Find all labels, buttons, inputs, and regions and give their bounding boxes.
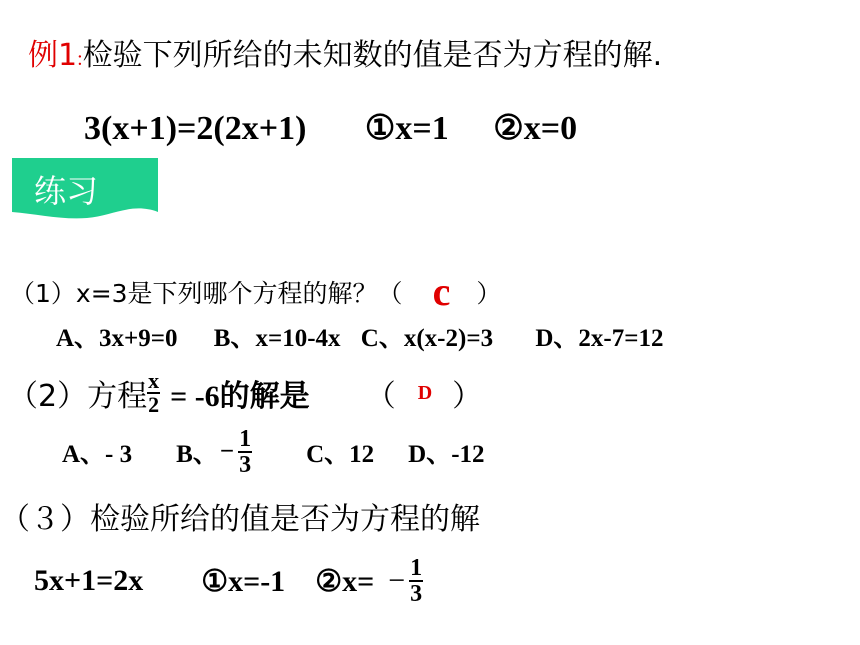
q3-equation-row xyxy=(34,550,423,612)
q2-open: （ xyxy=(365,379,396,414)
practice-banner xyxy=(12,158,158,224)
q2-prefix: （2）方程 xyxy=(8,379,148,414)
example-equation-row xyxy=(84,108,577,148)
q3-prompt: （３）检验所给的值是否为方程的解 xyxy=(0,502,480,537)
example-heading xyxy=(28,30,662,74)
q2-answer: D xyxy=(417,381,433,404)
q2-option-a: A、- 3 xyxy=(62,441,133,468)
q1-option-d: D、2x-7=12 xyxy=(535,325,664,352)
example-colon: : xyxy=(77,48,83,70)
q2-prompt-row xyxy=(8,366,482,420)
q3-option-1: ①x=-1 xyxy=(201,564,286,598)
q2-option-d: D、-12 xyxy=(408,441,485,468)
q3-option-2-sign: − xyxy=(388,564,406,597)
q2-fraction xyxy=(147,370,160,416)
q1-close: ） xyxy=(476,279,502,308)
q1-option-a: A、3x+9=0 xyxy=(56,325,178,352)
q2-option-b-fraction xyxy=(238,427,252,477)
q3-equation: 5x+1=2x xyxy=(34,564,144,597)
q3-option-2-fraction xyxy=(409,556,423,606)
example-text: 检验下列所给的未知数的值是否为方程的解. xyxy=(82,38,663,73)
example-equation: 3(x+1)=2(2x+1) xyxy=(84,110,307,147)
q1-answer: c xyxy=(432,269,451,314)
q2-option-b-prefix: B、 xyxy=(176,441,218,468)
example-label: 例1 xyxy=(28,38,78,73)
q1-options-row xyxy=(56,318,663,354)
q1-option-b: B、x=10-4x xyxy=(213,325,341,352)
example-option-1: ①x=1 xyxy=(364,110,449,147)
q2-fraction-denominator: 2 xyxy=(148,392,160,417)
q3-option-2-numerator: 1 xyxy=(410,555,423,581)
q3-option-2-prefix: ②x= xyxy=(315,564,375,598)
q1-option-c: C、x(x-2)=3 xyxy=(360,325,494,352)
q2-options-row xyxy=(62,424,485,480)
q2-close: ） xyxy=(452,379,483,414)
q2-option-b-sign: − xyxy=(219,438,235,465)
q2-suffix-eq: = -6的解是 xyxy=(170,380,310,413)
q2-option-b-numerator: 1 xyxy=(239,426,252,452)
practice-label: 练习 xyxy=(34,172,99,210)
q2-option-b-denominator: 3 xyxy=(239,452,252,478)
q1-prompt: （1）x=3是下列哪个方程的解？（ xyxy=(10,279,403,308)
q2-fraction-numerator: x xyxy=(148,368,160,393)
q3-option-2-denominator: 3 xyxy=(410,581,423,607)
q1-prompt-row xyxy=(10,268,501,315)
q2-option-c: C、12 xyxy=(306,441,375,468)
example-option-2: ②x=0 xyxy=(493,110,578,147)
